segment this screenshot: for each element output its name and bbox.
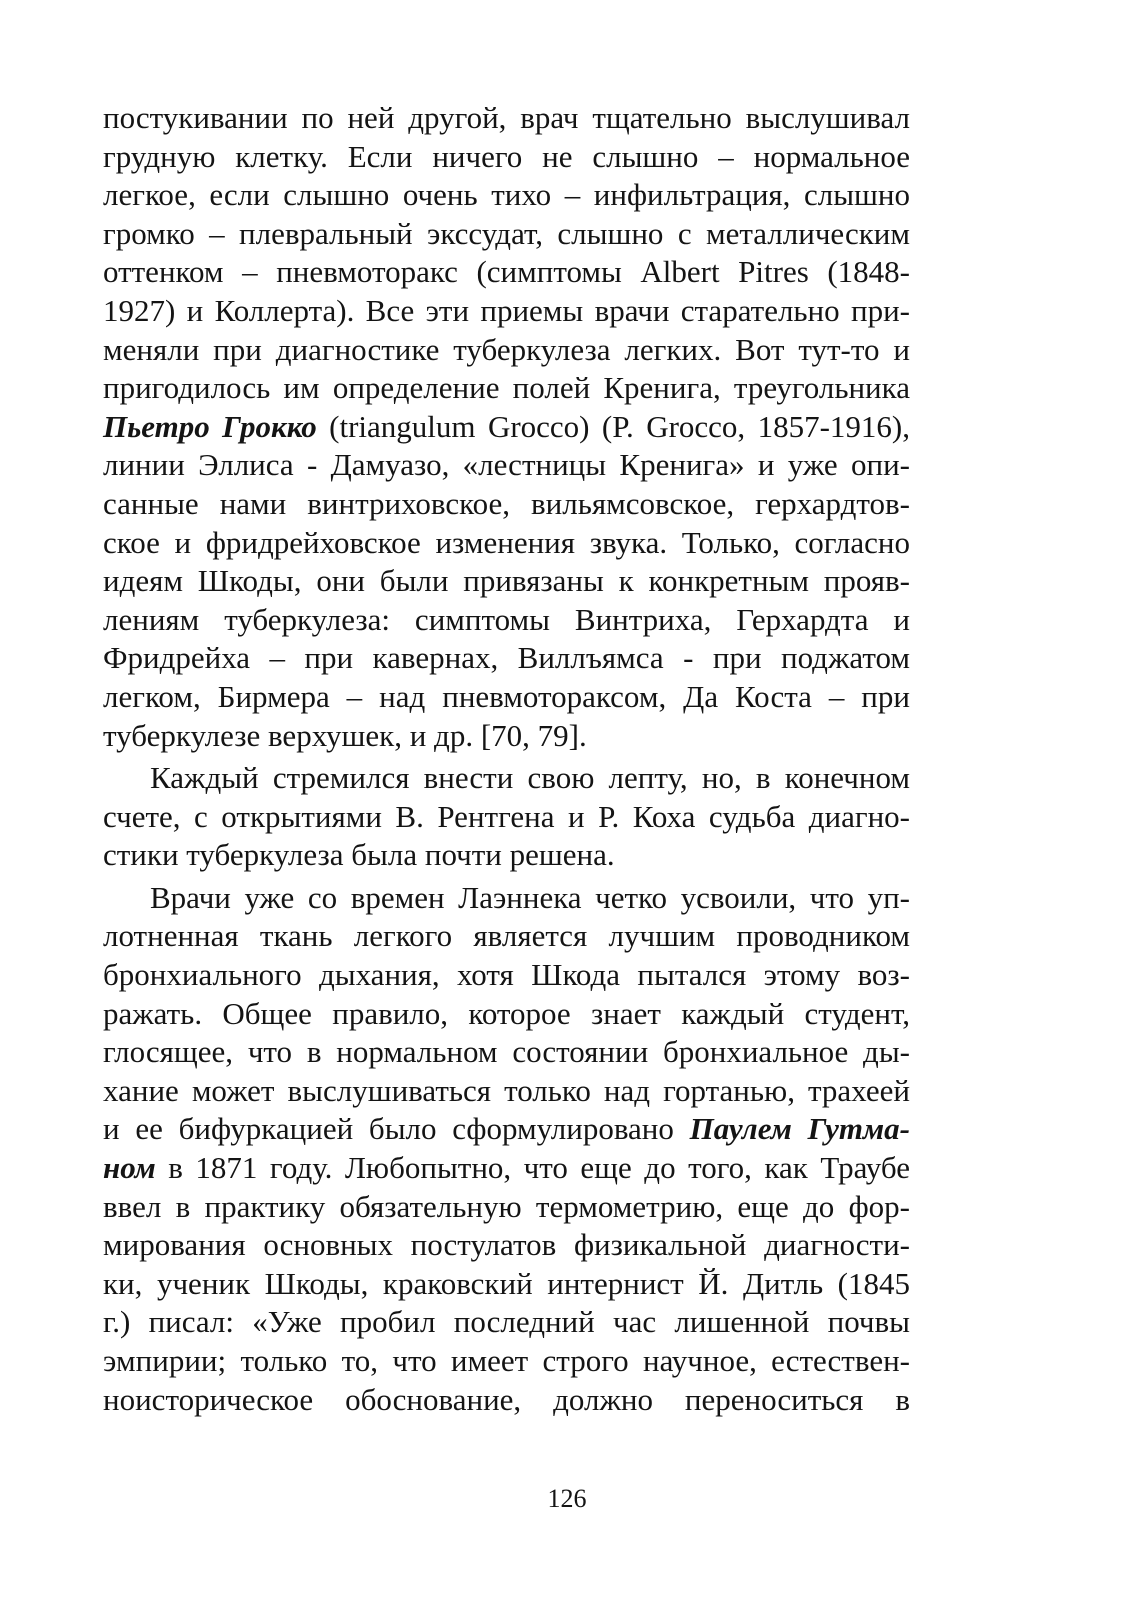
- text-line: ноисторическое обоснование, должно переноситься в: [103, 1381, 910, 1417]
- text-line: линии Эллиса - Дамуазо, «лестницы Кренига» и уже опи-: [103, 447, 910, 483]
- text-line: глосящее, что в нормальном состоянии бронхиальное ды-: [103, 1034, 910, 1070]
- text-line: ражать. Общее правило, которое знает каждый студент,: [103, 995, 910, 1031]
- text-line: Пьетро Грокко (triangulum Grocco) (P. Grocco, 1857-1916),: [103, 408, 910, 444]
- text-line: г.) писал: «Уже пробил последний час лишенной почвы: [103, 1304, 910, 1340]
- text-line: меняли при диагностике туберкулеза легких. Вот тут-то и: [103, 331, 910, 367]
- text-line: ки, ученик Шкоды, краковский интернист Й. Дитль (1845: [103, 1265, 910, 1301]
- text-line: постукивании по ней другой, врач тщательно выслушивал: [103, 100, 910, 135]
- text-line: Каждый стремился внести свою лепту, но, в конечном: [150, 760, 910, 796]
- text-line: Врачи уже со времен Лаэннека четко усвоили, что уп-: [150, 879, 910, 915]
- text-line: оттенком – пневмоторакс (симптомы Albert Pitres (1848-: [103, 254, 910, 290]
- text-line: 1927) и Коллерта). Все эти приемы врачи старательно при-: [103, 292, 910, 328]
- text-line: легкое, если слышно очень тихо – инфильтрация, слышно: [103, 177, 910, 213]
- paragraph: [103, 879, 910, 1419]
- text-line: лениям туберкулеза: симптомы Винтриха, Герхардта и: [103, 601, 910, 637]
- text-line: пригодилось им определение полей Кренига, треугольника: [103, 370, 910, 406]
- text-line: лотненная ткань легкого является лучшим проводником: [103, 918, 910, 954]
- body-text: [103, 99, 910, 1419]
- text-line: хание может выслушиваться только над гортанью, трахеей: [103, 1072, 910, 1108]
- text-line: ское и фридрейховское изменения звука. Только, согласно: [103, 524, 910, 560]
- emphasized-name: Паулем Гутма-: [689, 1111, 910, 1147]
- page-number: 126: [547, 1484, 587, 1513]
- paragraph: [103, 99, 910, 755]
- text-line: санные нами винтриховское, вильямсовское, герхардтов-: [103, 485, 910, 521]
- text-line: идеям Шкоды, они были привязаны к конкретным прояв-: [103, 563, 910, 599]
- text-line: счете, с открытиями В. Рентгена и Р. Коха судьба диагно-: [103, 798, 910, 834]
- emphasized-name: ном: [103, 1150, 156, 1186]
- text-line: Фридрейха – при кавернах, Виллъямса - при поджатом: [103, 640, 910, 676]
- text-line: грудную клетку. Если ничего не слышно – нормальное: [103, 138, 910, 174]
- emphasized-name: Пьетро Грокко: [103, 408, 317, 444]
- text-line: громко – плевральный экссудат, слышно с металлическим: [103, 215, 910, 251]
- text-line: и ее бифуркацией было сформулировано Паулем Гутма-: [103, 1111, 910, 1147]
- text-line: ном в 1871 году. Любопытно, что еще до того, как Траубе: [103, 1150, 910, 1186]
- text-line: легком, Бирмера – над пневмотораксом, Да Коста – при: [103, 678, 910, 714]
- paragraph: [103, 759, 910, 875]
- text-line: мирования основных постулатов физикальной диагности-: [103, 1227, 910, 1263]
- text-line: эмпирии; только то, что имеет строго научное, естествен-: [103, 1343, 910, 1378]
- text-line: стики туберкулеза была почти решена.: [103, 837, 615, 873]
- text-line: туберкулезе верхушек, и др. [70, 79].: [103, 717, 587, 753]
- text-line: ввел в практику обязательную термометрию, еще до фор-: [103, 1188, 910, 1224]
- text-line: бронхиального дыхания, хотя Шкода пытался этому воз-: [103, 957, 910, 993]
